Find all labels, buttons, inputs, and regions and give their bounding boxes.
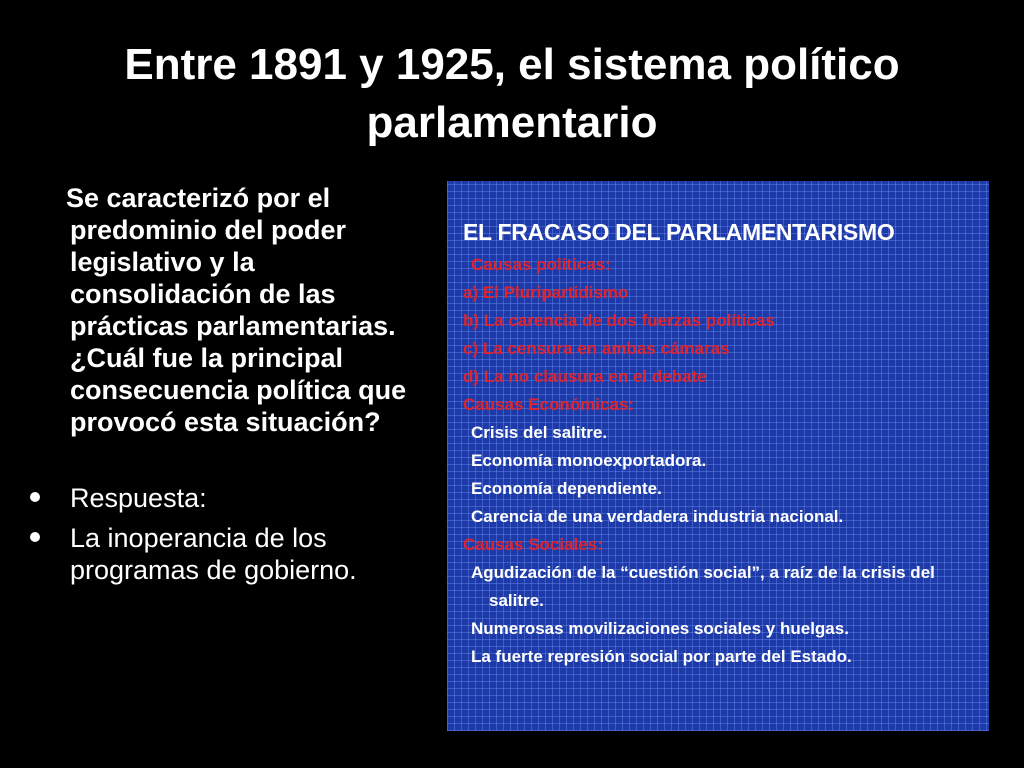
causa-economica-item: Economía monoexportadora.	[471, 451, 707, 470]
causa-social-line: Agudización de la “cuestión social”, a raíz de la crisis del	[471, 563, 935, 582]
causa-social-continuation: salitre.	[489, 591, 544, 610]
causa-economica-item: Crisis del salitre.	[471, 423, 608, 442]
causa-economica-item: Economía dependiente.	[471, 479, 662, 498]
causa-social-item: La fuerte represión social por parte del Estado.	[471, 647, 852, 666]
bullet-item	[30, 482, 430, 514]
bullet-text: La inoperancia de los programas de gobierno.	[70, 523, 357, 585]
causas-sociales-heading: Causas Sociales:	[463, 535, 603, 554]
causas-politicas-heading: Causas políticas:	[471, 255, 611, 274]
bullet-item	[30, 522, 430, 586]
causa-politica-item: d) La no clausura en el debate	[463, 367, 707, 386]
causa-social-item	[463, 559, 979, 615]
causas-economicas-heading: Causas Económicas:	[463, 395, 635, 414]
image-title: EL FRACASO DEL PARLAMENTARISMO	[463, 219, 895, 245]
bullet-dot-icon	[30, 532, 40, 542]
causa-politica-item: c) La censura en ambas cámaras	[463, 339, 730, 358]
causa-economica-item: Carencia de una verdadera industria nacional.	[471, 507, 844, 526]
bullet-text: Respuesta:	[70, 483, 207, 513]
causa-politica-item: b) La carencia de dos fuerzas políticas	[463, 311, 775, 330]
parlamentarismo-image	[447, 181, 989, 731]
causa-social-item: Numerosas movilizaciones sociales y huelgas.	[471, 619, 849, 638]
causa-politica-item: a) El Pluripartidismo	[463, 283, 629, 302]
left-column	[30, 182, 430, 594]
bullet-dot-icon	[30, 492, 40, 502]
slide-title: Entre 1891 y 1925, el sistema político parlamentario	[124, 40, 900, 147]
bullet-list	[30, 482, 430, 586]
question-text: Se caracterizó por el predominio del poder legislativo y la consolidación de las prácticas parlamentarias. ¿Cuál fue la principal consecuencia política que provocó esta situación?	[66, 183, 407, 437]
